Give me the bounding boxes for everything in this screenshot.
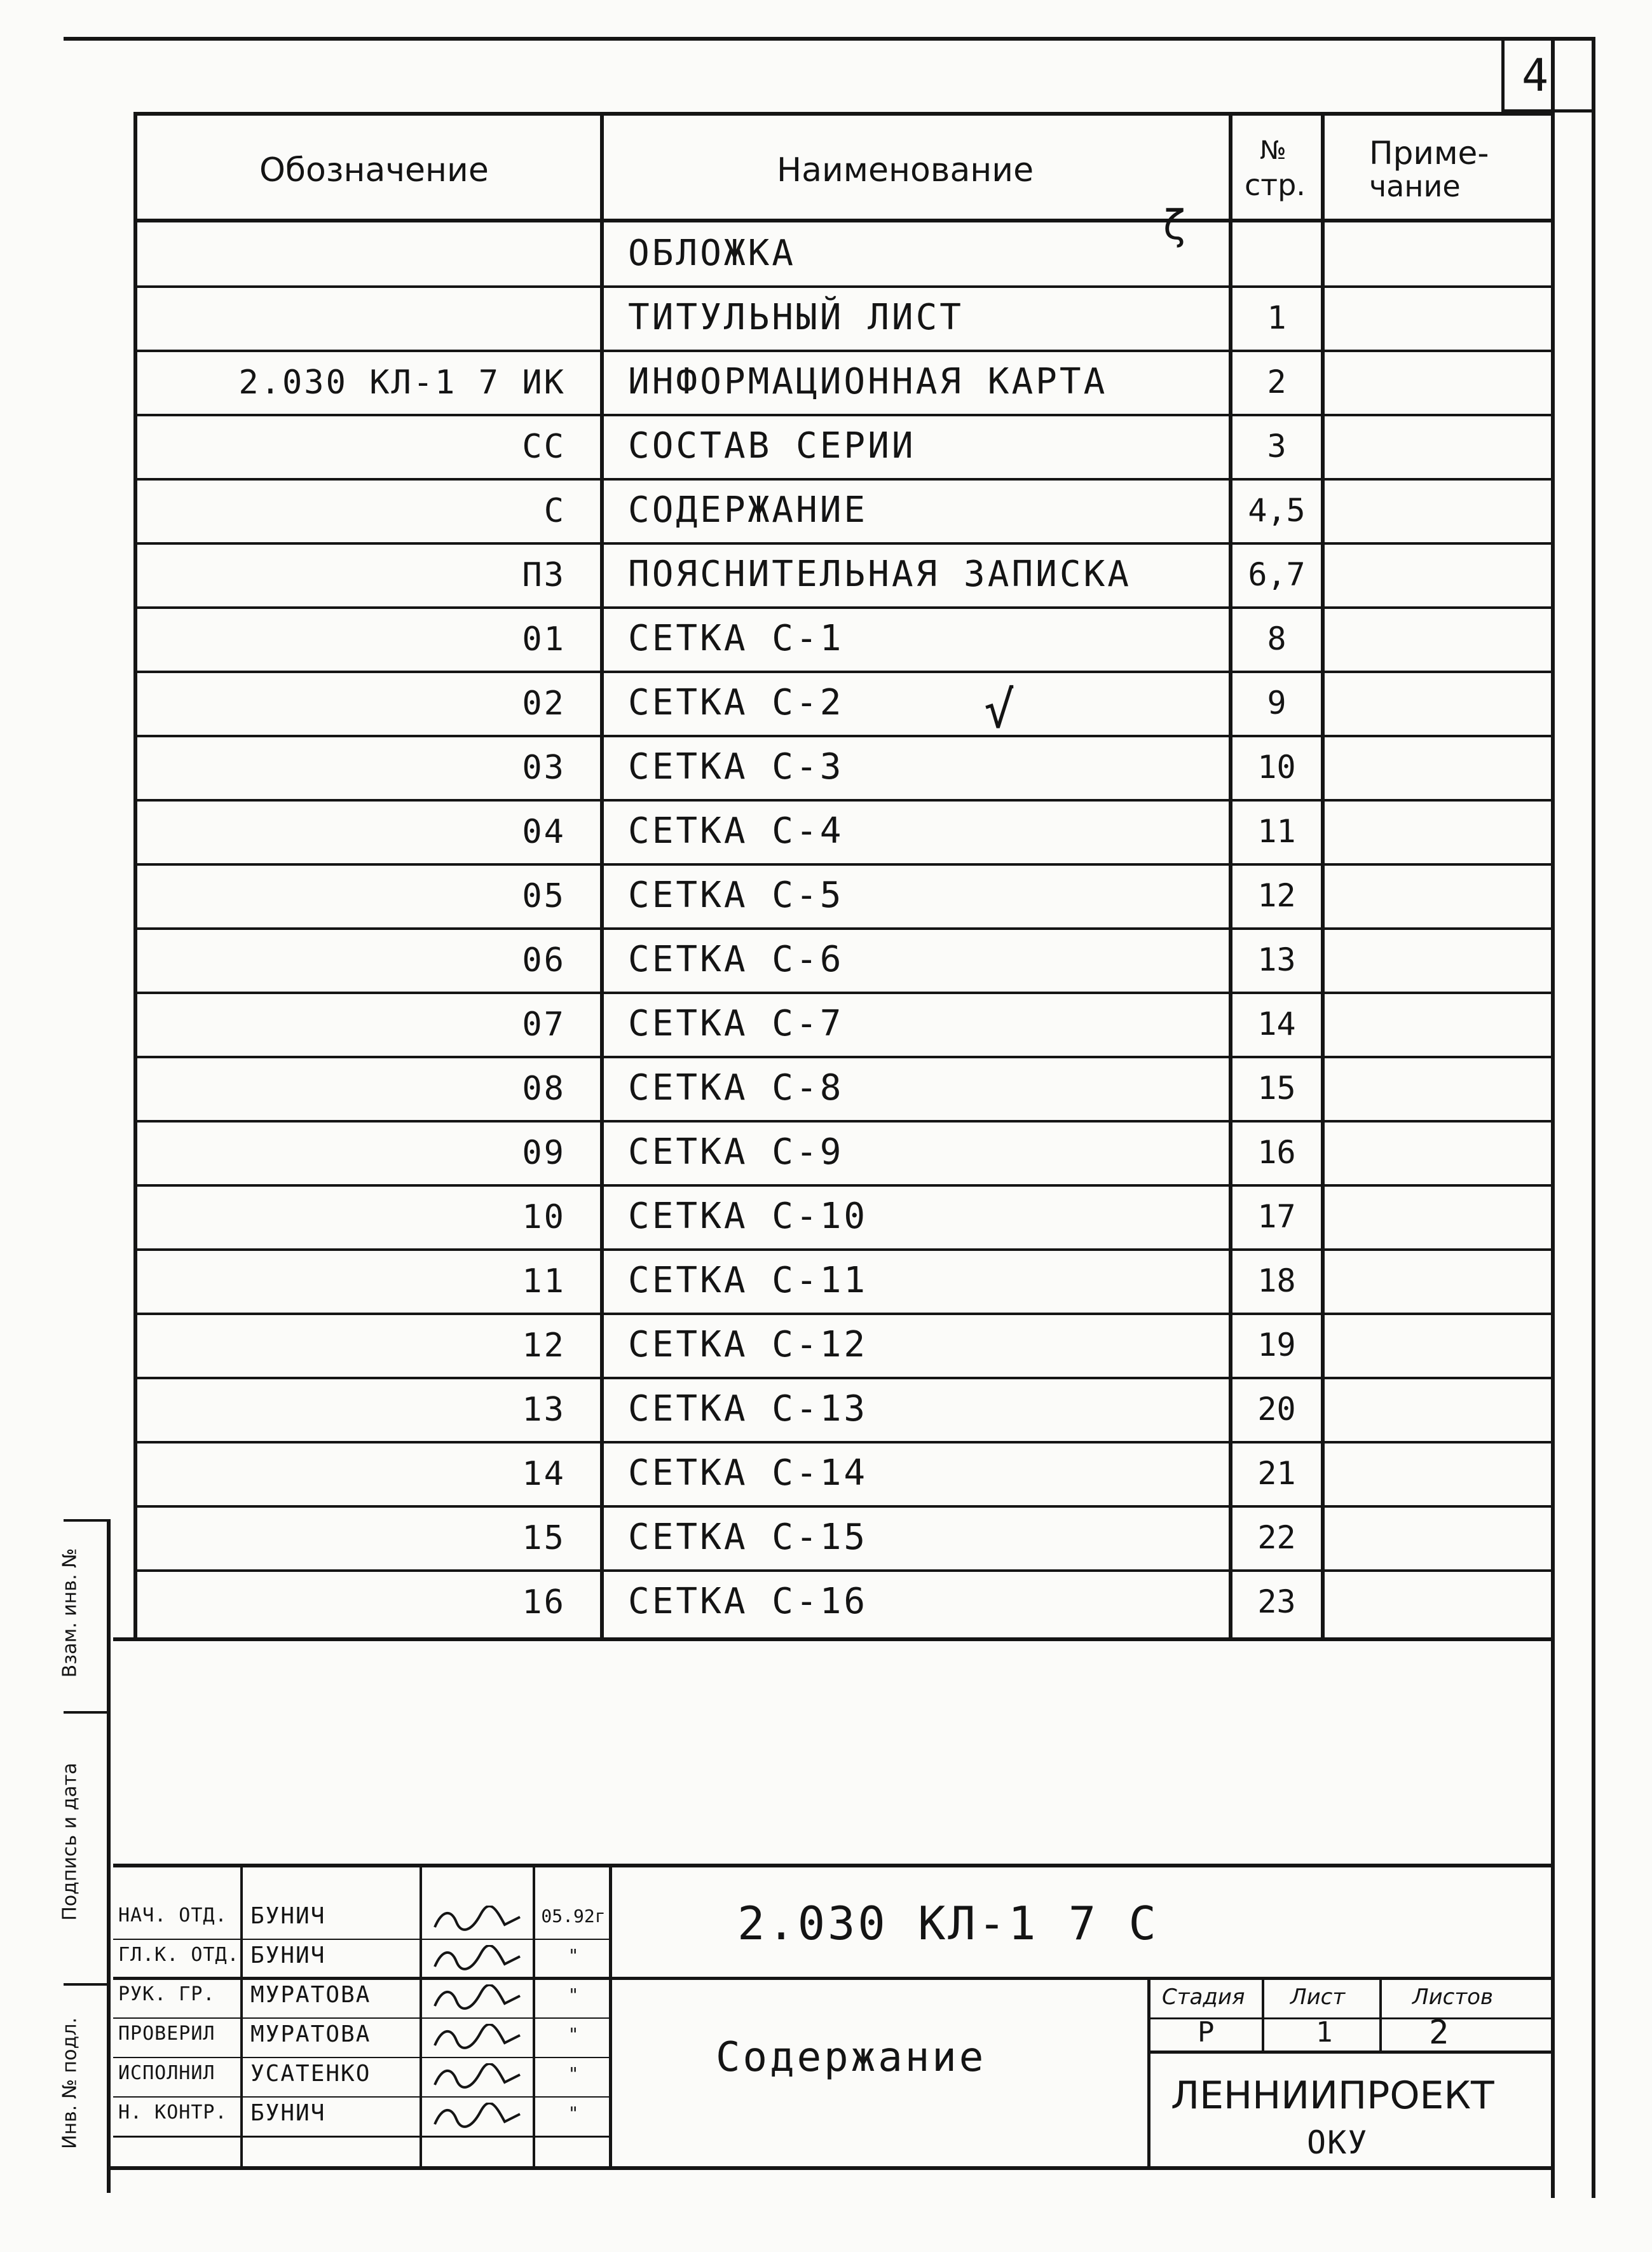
row-name: СЕТКА С-2 bbox=[628, 682, 844, 723]
row-divider bbox=[133, 1377, 1555, 1379]
signature-date: 05.92г bbox=[541, 1906, 606, 1927]
signature-role: Н. КОНТР. bbox=[118, 2101, 228, 2124]
row-page: 21 bbox=[1257, 1455, 1296, 1492]
row-name: СЕТКА С-9 bbox=[628, 1131, 844, 1173]
check-mark-icon: √ bbox=[984, 680, 1015, 739]
row-name: СЕТКА С-3 bbox=[628, 746, 844, 788]
row-page: 19 bbox=[1257, 1327, 1296, 1363]
row-name: СЕТКА С-7 bbox=[628, 1003, 844, 1044]
signature-role: НАЧ. ОТД. bbox=[118, 1904, 228, 1927]
row-designation: 02 bbox=[522, 685, 566, 723]
signature-date: " bbox=[568, 1984, 579, 2005]
row-divider bbox=[133, 1505, 1555, 1508]
handwritten-signature-icon bbox=[430, 2024, 525, 2052]
handwritten-signature-icon bbox=[430, 1906, 525, 1934]
handwritten-signature-icon bbox=[430, 2103, 525, 2131]
signature-date: " bbox=[568, 2024, 579, 2045]
row-page: 16 bbox=[1257, 1134, 1296, 1171]
row-page: 17 bbox=[1257, 1198, 1296, 1235]
row-designation: 06 bbox=[522, 941, 566, 979]
row-page: 11 bbox=[1257, 813, 1296, 850]
handwritten-signature-icon bbox=[430, 2063, 525, 2091]
row-page: 3 bbox=[1267, 428, 1287, 465]
row-name: СОСТАВ СЕРИИ bbox=[628, 425, 916, 467]
row-name: СЕТКА С-14 bbox=[628, 1452, 868, 1494]
row-designation: 16 bbox=[522, 1583, 566, 1621]
row-designation: 01 bbox=[522, 620, 566, 659]
document-title: Содержание bbox=[716, 2034, 986, 2081]
row-divider bbox=[133, 1120, 1555, 1123]
row-page: 12 bbox=[1257, 877, 1296, 914]
row-name: СЕТКА С-16 bbox=[628, 1581, 868, 1622]
signature-name: БУНИЧ bbox=[250, 2100, 326, 2126]
header-page-no-top: № bbox=[1260, 136, 1287, 165]
row-designation: 03 bbox=[522, 749, 566, 787]
row-divider bbox=[133, 1184, 1555, 1187]
signature-role: РУК. ГР. bbox=[118, 1983, 215, 2005]
side-replaces-inv: Взам. инв. № bbox=[58, 1548, 81, 1678]
row-designation: 10 bbox=[522, 1198, 566, 1236]
signature-date: " bbox=[568, 2103, 579, 2124]
signature-date: " bbox=[568, 2063, 579, 2084]
row-name: ТИТУЛЬНЫЙ ЛИСТ bbox=[628, 297, 964, 338]
row-page: 22 bbox=[1257, 1519, 1296, 1556]
row-name: СЕТКА С-12 bbox=[628, 1324, 868, 1365]
signature-name: МУРАТОВА bbox=[250, 2021, 371, 2047]
row-page: 6,7 bbox=[1248, 556, 1306, 593]
row-designation: 13 bbox=[522, 1391, 566, 1429]
row-page: 10 bbox=[1257, 749, 1296, 786]
side-inv-no-orig: Инв. № подл. bbox=[58, 2017, 81, 2149]
signature-row-divider bbox=[113, 1939, 611, 1940]
row-divider bbox=[133, 1441, 1555, 1443]
signature-row-divider bbox=[113, 2096, 611, 2098]
row-name: ОБЛОЖКА bbox=[628, 233, 796, 274]
department-name: ОКУ bbox=[1307, 2124, 1369, 2161]
side-sign-date: Подпись и дата bbox=[58, 1763, 81, 1921]
row-page: 15 bbox=[1257, 1070, 1296, 1107]
header-designation: Обозначение bbox=[259, 151, 489, 189]
row-page: 13 bbox=[1257, 941, 1296, 978]
stage-label: Стадия bbox=[1162, 1984, 1245, 2010]
row-name: СЕТКА С-13 bbox=[628, 1388, 868, 1430]
sheet-value: 1 bbox=[1316, 2016, 1333, 2049]
row-name: СЕТКА С-10 bbox=[628, 1196, 868, 1237]
row-divider bbox=[133, 671, 1555, 673]
row-page: 18 bbox=[1257, 1262, 1296, 1299]
row-designation: 09 bbox=[522, 1134, 566, 1172]
signature-role: ПРОВЕРИЛ bbox=[118, 2023, 215, 2045]
page-number: 4 bbox=[1522, 50, 1549, 102]
row-divider bbox=[133, 478, 1555, 481]
row-name: СЕТКА С-4 bbox=[628, 810, 844, 852]
signature-row-divider bbox=[113, 1978, 611, 1979]
row-divider bbox=[133, 1056, 1555, 1058]
row-designation: ПЗ bbox=[522, 556, 566, 594]
row-name: ПОЯСНИТЕЛЬНАЯ ЗАПИСКА bbox=[628, 554, 1132, 595]
row-designation: 05 bbox=[522, 877, 566, 915]
row-divider bbox=[133, 606, 1555, 609]
signature-row-divider bbox=[113, 2017, 611, 2019]
stage-value: Р bbox=[1198, 2016, 1215, 2049]
organization-name: ЛЕННИИПРОЕКТ bbox=[1171, 2073, 1494, 2118]
signature-name: МУРАТОВА bbox=[250, 1982, 371, 2008]
squiggle-mark-icon: ζ bbox=[1163, 202, 1185, 249]
row-divider bbox=[133, 1248, 1555, 1251]
row-page: 23 bbox=[1257, 1583, 1296, 1620]
row-designation: 2.030 КЛ-1 7 ИК bbox=[238, 364, 566, 402]
handwritten-signature-icon bbox=[430, 1984, 525, 2012]
row-divider bbox=[133, 863, 1555, 866]
row-name: СЕТКА С-15 bbox=[628, 1517, 868, 1558]
row-page: 4,5 bbox=[1248, 492, 1306, 529]
row-divider bbox=[133, 992, 1555, 994]
signature-name: УСАТЕНКО bbox=[250, 2061, 371, 2087]
row-name: СЕТКА С-8 bbox=[628, 1067, 844, 1109]
sheets-value: 2 bbox=[1429, 2014, 1449, 2052]
row-name: СЕТКА С-11 bbox=[628, 1260, 868, 1301]
row-page: 8 bbox=[1267, 620, 1287, 657]
row-designation: СС bbox=[522, 428, 566, 466]
row-designation: 11 bbox=[522, 1262, 566, 1300]
row-designation: 07 bbox=[522, 1006, 566, 1044]
row-divider bbox=[133, 799, 1555, 802]
handwritten-signature-icon bbox=[430, 1945, 525, 1973]
row-name: СОДЕРЖАНИЕ bbox=[628, 489, 868, 531]
row-designation: 04 bbox=[522, 813, 566, 851]
row-page: 2 bbox=[1267, 364, 1287, 400]
sheets-label: Листов bbox=[1412, 1984, 1494, 2010]
row-divider bbox=[133, 927, 1555, 930]
row-page: 1 bbox=[1267, 299, 1287, 336]
header-name: Наименование bbox=[777, 151, 1034, 189]
row-divider bbox=[133, 735, 1555, 737]
signature-role: ГЛ.К. ОТД. bbox=[118, 1944, 240, 1966]
row-divider bbox=[133, 1313, 1555, 1315]
row-page: 20 bbox=[1257, 1391, 1296, 1428]
signature-row-divider bbox=[113, 2057, 611, 2058]
signature-name: БУНИЧ bbox=[250, 1942, 326, 1969]
row-designation: 14 bbox=[522, 1455, 566, 1493]
row-divider bbox=[133, 542, 1555, 545]
header-note-top: Приме- bbox=[1369, 135, 1489, 172]
row-name: СЕТКА С-6 bbox=[628, 939, 844, 980]
row-designation: С bbox=[543, 492, 566, 530]
signature-date: " bbox=[568, 1945, 579, 1966]
sheet-label: Лист bbox=[1290, 1984, 1346, 2010]
row-divider bbox=[133, 285, 1555, 288]
signature-role: ИСПОЛНИЛ bbox=[118, 2062, 215, 2084]
row-page: 14 bbox=[1257, 1006, 1296, 1042]
signature-name: БУНИЧ bbox=[250, 1903, 326, 1929]
row-divider bbox=[133, 1569, 1555, 1572]
row-name: ИНФОРМАЦИОННАЯ КАРТА bbox=[628, 361, 1108, 402]
document-code: 2.030 КЛ-1 7 С bbox=[737, 1897, 1159, 1950]
row-page: 9 bbox=[1267, 685, 1287, 721]
row-designation: 12 bbox=[522, 1327, 566, 1365]
row-designation: 08 bbox=[522, 1070, 566, 1108]
header-page-no-bottom: стр. bbox=[1245, 168, 1306, 202]
row-designation: 15 bbox=[522, 1519, 566, 1557]
row-divider bbox=[133, 414, 1555, 416]
row-divider bbox=[133, 350, 1555, 352]
row-name: СЕТКА С-5 bbox=[628, 875, 844, 916]
header-note-bottom: чание bbox=[1369, 169, 1461, 203]
row-name: СЕТКА С-1 bbox=[628, 618, 844, 659]
